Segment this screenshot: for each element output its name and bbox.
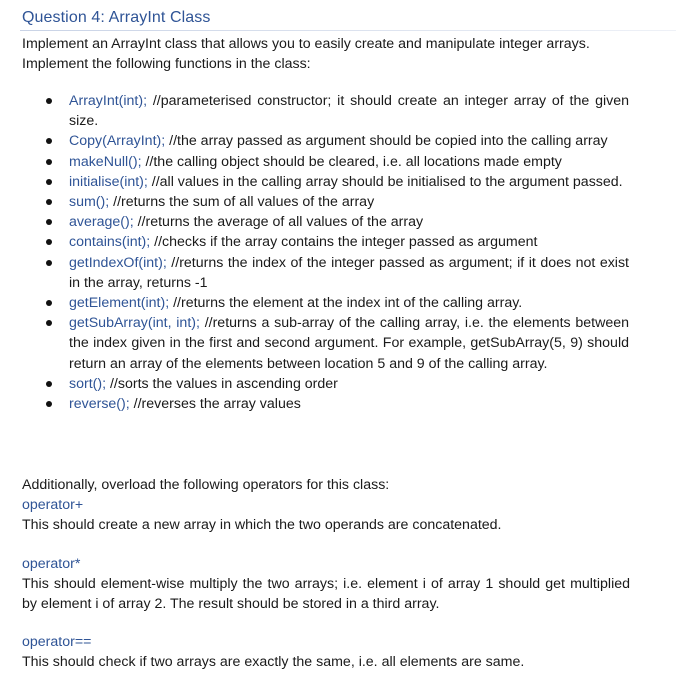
bullet-icon [46, 199, 52, 205]
bullet-icon [46, 179, 52, 185]
operator-plus-block [22, 495, 630, 535]
operator-name: operator== [22, 634, 92, 650]
function-description: //returns the element at the index int of the calling array. [169, 295, 523, 312]
function-description: //returns the average of all values of the array [133, 214, 424, 231]
operator-name: operator* [22, 556, 81, 572]
function-description: //checks if the array contains the integer passed as argument [150, 234, 538, 251]
list-item [0, 152, 629, 172]
operators-intro: Additionally, overload the following operators for this class: [22, 477, 390, 493]
operator-description: This should element-wise multiply the two arrays; i.e. element i of array 1 should get multiplied by element i of array 2. The result should be stored in a third array. [22, 576, 630, 612]
question-heading: Question 4: ArrayInt Class [22, 9, 211, 26]
function-signature: contains(int); [69, 234, 151, 251]
function-signature: average(); [69, 214, 134, 231]
function-description: //all values in the calling array should be initialised to the argument passed. [147, 173, 623, 190]
operator-description: This should check if two arrays are exactly the same, i.e. all elements are same. [22, 654, 525, 670]
function-description: //returns a sub-array of the calling array, i.e. the elements between the index given in the first and second argument. For example, getSubArray(5, 9) should return an array of the elements between location 5 and 9 of the calling array. [69, 315, 630, 372]
bullet-icon [46, 138, 52, 144]
bullet-icon [46, 239, 52, 245]
list-item [0, 192, 629, 212]
bullet-icon [46, 159, 52, 165]
intro-line-2: Implement the following functions in the class: [22, 56, 311, 72]
list-item [0, 212, 629, 232]
list-item [0, 172, 629, 192]
bullet-icon [46, 381, 52, 387]
function-description: //parameterised constructor; it should create an integer array of the given size. [69, 93, 629, 130]
list-item [0, 374, 629, 394]
list-item [0, 91, 629, 131]
function-signature: getElement(int); [69, 295, 170, 312]
list-item [0, 232, 629, 252]
function-description: //the array passed as argument should be copied into the calling array [165, 133, 608, 150]
function-signature: Copy(ArrayInt); [69, 133, 166, 150]
function-description: //reverses the array values [129, 396, 301, 413]
function-signature: getSubArray(int, int); [69, 315, 200, 332]
intro-line-1: Implement an ArrayInt class that allows you to easily create and manipulate integer arrays. [22, 36, 590, 52]
list-item [0, 293, 629, 313]
function-signature: sum(); [69, 194, 110, 211]
bullet-icon [46, 98, 52, 104]
bullet-icon [46, 219, 52, 225]
list-item [0, 313, 629, 374]
bullet-icon [46, 300, 52, 306]
function-list [0, 91, 676, 414]
function-signature: makeNull(); [69, 153, 142, 170]
operator-equals-block [22, 632, 630, 672]
function-signature: initialise(int); [69, 173, 148, 190]
function-signature: reverse(); [69, 396, 130, 413]
bullet-icon [46, 401, 52, 407]
function-signature: sort(); [69, 375, 107, 392]
heading-divider [20, 30, 676, 31]
intro-text [22, 34, 642, 74]
operator-description: This should create a new array in which the two operands are concatenated. [22, 517, 502, 533]
list-item [0, 394, 629, 414]
function-description: //returns the index of the integer passed as argument; if it does not exist in the array, returns -1 [69, 254, 629, 291]
function-description: //sorts the values in ascending order [106, 375, 338, 392]
bullet-icon [46, 320, 52, 326]
bullet-icon [46, 260, 52, 266]
function-signature: ArrayInt(int); [69, 93, 148, 109]
list-item [0, 131, 629, 151]
list-item [0, 253, 629, 293]
function-description: //the calling object should be cleared, i.e. all locations made empty [141, 153, 562, 170]
function-description: //returns the sum of all values of the array [109, 194, 375, 211]
function-signature: getIndexOf(int); [69, 254, 167, 271]
operator-name: operator+ [22, 497, 84, 513]
operator-multiply-block [22, 554, 630, 614]
